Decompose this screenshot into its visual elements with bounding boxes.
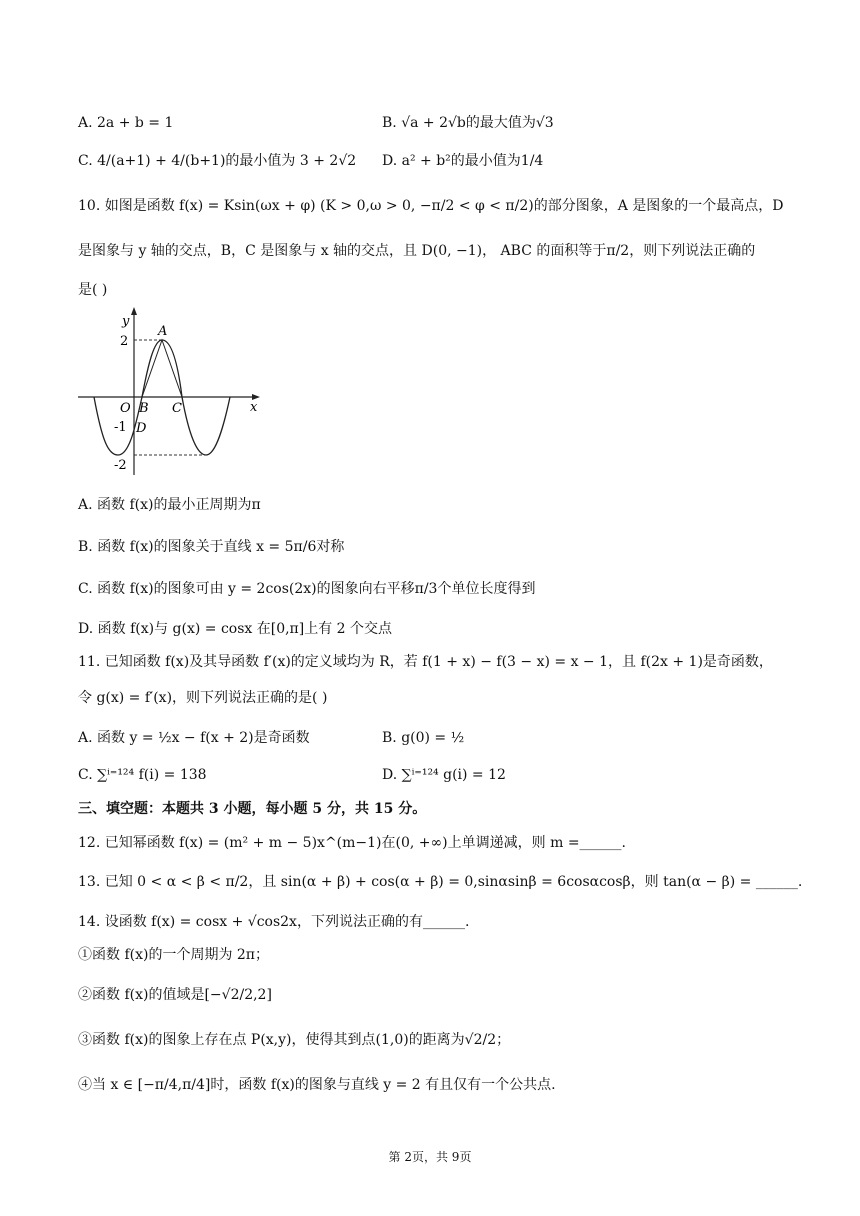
q10-option-c: C. 函数 f(x)的图象可由 y = 2cos(2x)的图象向右平移π/3个单位长度得到	[78, 581, 536, 597]
q10-option-d: D. 函数 f(x)与 g(x) = cosx 在[0,π]上有 2 个交点	[78, 621, 393, 637]
q10-function-graph	[78, 305, 268, 485]
q10-stem-line-2: 是图象与 y 轴的交点，B，C 是图象与 x 轴的交点，且 D(0, −1)， ABC 的面积等于π/2，则下列说法正确的	[78, 243, 756, 259]
q11-option-a: A. 函数 y = ½x − f(x + 2)是奇函数	[78, 730, 310, 746]
point-c-label: C	[172, 401, 182, 416]
section-title: 三、填空题：本题共 3 小题，每小题 5 分，共 15 分。	[78, 801, 427, 817]
q13-text: 13. 已知 0 < α < β < π/2，且 sin(α + β) + cos(α + β) = 0,sinαsinβ = 6cosαcosβ，则 tan(α − β) = ______.	[78, 874, 803, 890]
tick-label-2: 2	[120, 334, 129, 349]
q9-option-d: D. a² + b²的最小值为1/4	[382, 153, 544, 169]
q14-item-1: ①函数 f(x)的一个周期为 2π；	[78, 947, 270, 963]
q11-stem-line-1: 11. 已知函数 f(x)及其导函数 f′(x)的定义域均为 R，若 f(1 + x) − f(3 − x) = x − 1，且 f(2x + 1)是奇函数，	[78, 654, 773, 670]
q10-stem-line-3: 是( )	[78, 282, 108, 298]
q14-item-2: ②函数 f(x)的值域是[−√2/2,2]	[78, 987, 272, 1003]
x-axis-label: x	[250, 400, 258, 415]
q10-stem-line-1: 10. 如图是函数 f(x) = Ksin(ωx + φ) (K > 0,ω > 0, −π/2 < φ < π/2)的部分图象，A 是图象的一个最高点，D	[78, 198, 784, 214]
tick-label-neg2: -2	[114, 458, 127, 473]
tick-label-neg1: -1	[114, 420, 127, 435]
q14-item-3: ③函数 f(x)的图象上存在点 P(x,y)，使得其到点(1,0)的距离为√2/2；	[78, 1032, 511, 1048]
q11-option-b: B. g(0) = ½	[382, 730, 465, 746]
page-footer: 第 2页，共 9页	[388, 1150, 472, 1164]
q11-option-d: D. ∑ⁱ⁼¹²⁴ g(i) = 12	[382, 767, 506, 783]
point-b-label: B	[139, 401, 149, 416]
point-d-label: D	[136, 421, 147, 436]
y-axis-arrow	[131, 307, 137, 315]
q10-option-b: B. 函数 f(x)的图象关于直线 x = 5π/6对称	[78, 539, 345, 555]
y-axis-label: y	[122, 314, 130, 329]
q12-text: 12. 已知幂函数 f(x) = (m² + m − 5)x^(m−1)在(0, +∞)上单调递减，则 m =______.	[78, 835, 626, 851]
q11-stem-line-2: 令 g(x) = f′(x)，则下列说法正确的是( )	[78, 690, 328, 706]
q9-option-c: C. 4/(a+1) + 4/(b+1)的最小值为 3 + 2√2	[78, 153, 357, 169]
q14-stem: 14. 设函数 f(x) = cosx + √cos2x，下列说法正确的有______.	[78, 914, 470, 930]
q9-option-a: A. 2a + b = 1	[78, 115, 174, 131]
origin-label: O	[120, 401, 131, 416]
point-a-label: A	[158, 324, 168, 339]
q9-option-b: B. √a + 2√b的最大值为√3	[382, 115, 554, 131]
q10-option-a: A. 函数 f(x)的最小正周期为π	[78, 497, 261, 513]
q14-item-4: ④当 x ∈ [−π/4,π/4]时，函数 f(x)的图象与直线 y = 2 有且仅有一个公共点.	[78, 1077, 556, 1093]
q11-option-c: C. ∑ⁱ⁼¹²⁴ f(i) = 138	[78, 767, 207, 783]
